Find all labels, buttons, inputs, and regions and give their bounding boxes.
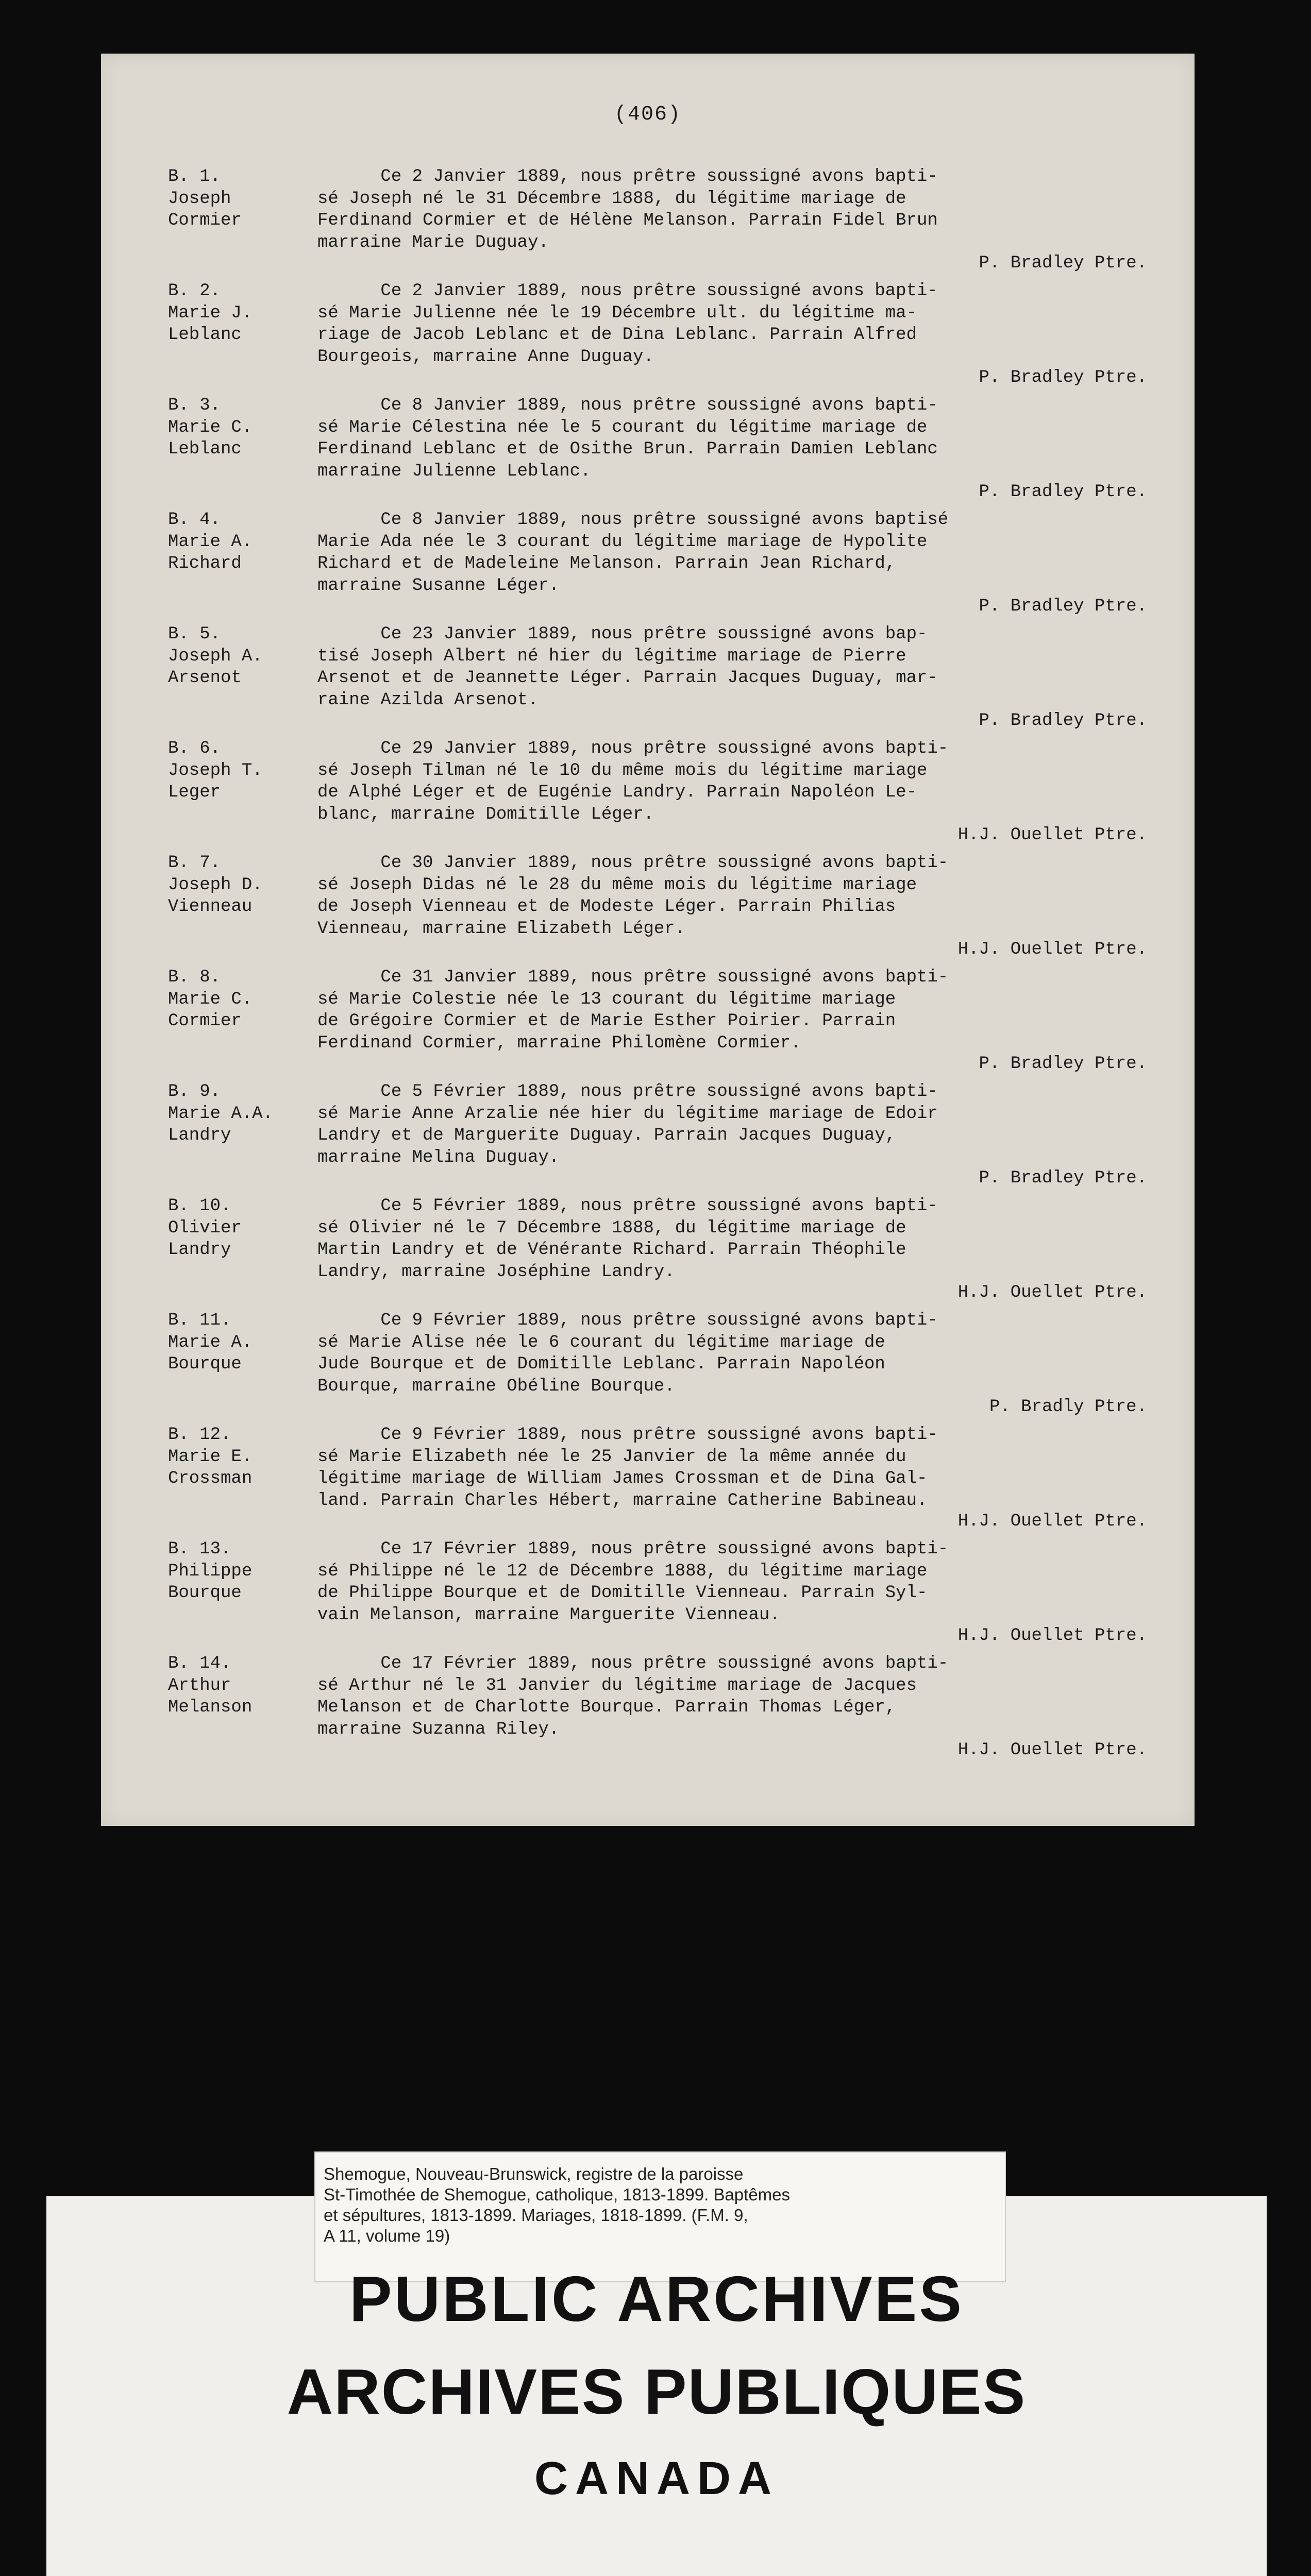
entry-text-line: Jude Bourque et de Domitille Leblanc. Parrain Napoléon [317,1354,885,1374]
entry-margin-note: B. 5. Joseph A. Arsenot [168,624,263,688]
canada-title: CANADA [534,2453,779,2504]
entry-text-line: Ce 30 Janvier 1889, nous prêtre soussigné avons bapti- [317,853,949,873]
entry-text-line: de Philippe Bourque et de Domitille Vienneau. Parrain Syl- [317,1583,928,1603]
entry-text-line: Ce 8 Janvier 1889, nous prêtre soussigné avons bapti- [317,396,938,415]
entry-text-line: Vienneau, marraine Elizabeth Léger. [317,919,686,939]
entry-text-line: marraine Susanne Léger. [317,575,560,596]
baptism-entry [168,1424,1157,1538]
entry-text-line: tisé Joseph Albert né hier du légitime mariage de Pierre [317,646,906,666]
entry-text-line: Martin Landry et de Vénérante Richard. Parrain Théophile [317,1240,906,1260]
source-label-line: Shemogue, Nouveau-Brunswick, registre de la paroisse [324,2164,744,2183]
priest-signature: P. Bradly Ptre. [989,1397,1147,1417]
source-label-line: et sépultures, 1813-1899. Mariages, 1818-1899. (F.M. 9, [324,2206,748,2225]
entry-text-line: Ferdinand Cormier, marraine Philomène Cormier. [317,1033,801,1053]
entry-text-line: Ce 5 Février 1889, nous prêtre soussigné avons bapti- [317,1196,938,1216]
entry-text-line: sé Marie Alise née le 6 courant du légitime mariage de [317,1332,885,1352]
baptism-entry [168,738,1157,852]
entry-margin-note: B. 3. Marie C. Leblanc [168,396,253,459]
entry-body [317,1195,1152,1283]
priest-signature: H.J. Ouellet Ptre. [957,1740,1147,1760]
entry-body [317,166,1152,253]
entry-margin-note: B. 2. Marie J. Leblanc [168,281,253,345]
baptism-entry [168,1310,1157,1424]
baptism-entries [168,166,1157,1767]
entry-body [317,1653,1152,1740]
entry-body [317,1538,1152,1626]
entry-text-line: Ce 31 Janvier 1889, nous prêtre soussigné avons bapti- [317,968,949,987]
entry-text-line: marraine Melina Duguay. [317,1147,560,1167]
entry-margin-note: B. 9. Marie A.A. Landry [168,1082,274,1145]
entry-text-line: Ce 23 Janvier 1889, nous prêtre soussigné avons bap- [317,624,928,644]
priest-signature: H.J. Ouellet Ptre. [957,940,1147,959]
entry-body [317,280,1152,368]
entry-text-line: Ce 9 Février 1889, nous prêtre soussigné avons bapti- [317,1425,938,1445]
entry-text-line: marraine Suzanna Riley. [317,1719,560,1739]
source-label-line: St-Timothée de Shemogue, catholique, 1813-1899. Baptêmes [324,2185,791,2204]
entry-text-line: blanc, marraine Domitille Léger. [317,804,654,824]
entry-text-line: Ce 9 Février 1889, nous prêtre soussigné avons bapti- [317,1311,938,1330]
entry-text-line: de Grégoire Cormier et de Marie Esther Poirier. Parrain [317,1011,896,1031]
priest-signature: H.J. Ouellet Ptre. [957,825,1147,845]
entry-margin-note: B. 13. Philippe Bourque [168,1539,253,1603]
entry-margin-note: B. 6. Joseph T. Leger [168,739,263,802]
entry-text-line: sé Arthur né le 31 Janvier du légitime mariage de Jacques [317,1675,917,1696]
entry-text-line: riage de Jacob Leblanc et de Dina Leblanc. Parrain Alfred [317,325,917,345]
entry-text-line: vain Melanson, marraine Marguerite Vienneau. [317,1605,780,1625]
entry-text-line: Ferdinand Cormier et de Hélène Melanson. Parrain Fidel Brun [317,211,938,230]
entry-margin-note: B. 1. Joseph Cormier [168,167,242,230]
entry-text-line: sé Marie Elizabeth née le 25 Janvier de la même année du [317,1447,906,1467]
entry-body [317,967,1152,1054]
priest-signature: P. Bradley Ptre. [979,253,1147,273]
entry-text-line: Ce 8 Janvier 1889, nous prêtre soussigné avons baptisé [317,510,949,530]
entry-text-line: sé Marie Célestina née le 5 courant du légitime mariage de [317,417,928,437]
baptism-entry [168,1081,1157,1195]
entry-text-line: sé Olivier né le 7 Décembre 1888, du légitime mariage de [317,1218,906,1238]
entry-body [317,852,1152,940]
baptism-entry [168,1653,1157,1767]
entry-text-line: Richard et de Madeleine Melanson. Parrain Jean Richard, [317,554,896,573]
entry-text-line: Ferdinand Leblanc et de Osithe Brun. Parrain Damien Leblanc [317,439,938,459]
entry-text-line: Bourque, marraine Obéline Bourque. [317,1376,675,1396]
entry-margin-note: B. 4. Marie A. Richard [168,510,253,573]
entry-margin-note: B. 7. Joseph D. Vienneau [168,853,263,917]
entry-text-line: Ce 17 Février 1889, nous prêtre soussigné avons bapti- [317,1539,949,1559]
entry-margin-note: B. 8. Marie C. Cormier [168,968,253,1031]
entry-margin-note: B. 10. Olivier Landry [168,1196,242,1260]
entry-text-line: Ce 17 Février 1889, nous prêtre soussigné avons bapti- [317,1654,949,1673]
baptism-entry [168,280,1157,395]
entry-body [317,1424,1152,1512]
baptism-entry [168,509,1157,623]
entry-body [317,509,1152,597]
entry-text-line: land. Parrain Charles Hébert, marraine Catherine Babineau. [317,1490,928,1511]
entry-text-line: de Joseph Vienneau et de Modeste Léger. Parrain Philias [317,897,896,917]
entry-text-line: sé Philippe né le 12 de Décembre 1888, du légitime mariage [317,1561,928,1581]
entry-text-line: sé Marie Anne Arzalie née hier du légitime mariage de Edoir [317,1104,938,1124]
entry-text-line: Ce 5 Février 1889, nous prêtre soussigné avons bapti- [317,1082,938,1101]
entry-text-line: Arsenot et de Jeannette Léger. Parrain Jacques Duguay, mar- [317,668,938,688]
baptism-entry [168,1195,1157,1310]
archives-publiques-title: ARCHIVES PUBLIQUES [287,2357,1027,2428]
entry-text-line: sé Joseph Tilman né le 10 du même mois du légitime mariage [317,760,928,781]
entry-body [317,1310,1152,1397]
entry-text-line: Ce 29 Janvier 1889, nous prêtre soussigné avons bapti- [317,739,949,758]
priest-signature: P. Bradley Ptre. [979,1054,1147,1074]
entry-text-line: Marie Ada née le 3 courant du légitime mariage de Hypolite [317,532,928,552]
entry-margin-note: B. 12. Marie E. Crossman [168,1425,253,1488]
entry-text-line: Landry, marraine Joséphine Landry. [317,1262,675,1282]
baptism-entry [168,1538,1157,1653]
entry-text-line: sé Joseph né le 31 Décembre 1888, du légitime mariage de [317,189,906,209]
source-label-line: A 11, volume 19) [324,2226,450,2245]
entry-text-line: sé Marie Julienne née le 19 Décembre ult. du légitime ma- [317,303,917,323]
baptism-entry [168,623,1157,738]
entry-text-line: de Alphé Léger et de Eugénie Landry. Parrain Napoléon Le- [317,783,917,802]
entry-text-line: légitime mariage de William James Crossman et de Dina Gal- [317,1469,928,1488]
entry-margin-note: B. 14. Arthur Melanson [168,1654,253,1717]
entry-text-line: Ce 2 Janvier 1889, nous prêtre soussigné avons bapti- [317,281,938,301]
baptism-entry [168,967,1157,1081]
priest-signature: P. Bradley Ptre. [979,482,1147,502]
entry-text-line: marraine Julienne Leblanc. [317,461,591,481]
register-page [101,54,1195,1826]
entry-body [317,738,1152,825]
entry-body [317,623,1152,711]
priest-signature: H.J. Ouellet Ptre. [957,1283,1147,1302]
entry-body [317,1081,1152,1168]
entry-text-line: Melanson et de Charlotte Bourque. Parrain Thomas Léger, [317,1698,896,1717]
entry-margin-note: B. 11. Marie A. Bourque [168,1311,253,1374]
priest-signature: H.J. Ouellet Ptre. [957,1512,1147,1531]
baptism-entry [168,395,1157,509]
entry-text-line: Landry et de Marguerite Duguay. Parrain Jacques Duguay, [317,1126,896,1145]
priest-signature: P. Bradley Ptre. [979,597,1147,616]
priest-signature: P. Bradley Ptre. [979,1168,1147,1188]
page-number: (406) [614,103,682,126]
baptism-entry [168,852,1157,967]
public-archives-title: PUBLIC ARCHIVES [349,2264,964,2335]
entry-text-line: Ce 2 Janvier 1889, nous prêtre soussigné avons bapti- [317,167,938,187]
entry-body [317,395,1152,482]
entry-text-line: sé Joseph Didas né le 28 du même mois du légitime mariage [317,875,917,895]
entry-text-line: sé Marie Colestie née le 13 courant du légitime mariage [317,989,896,1009]
priest-signature: P. Bradley Ptre. [979,368,1147,387]
priest-signature: P. Bradley Ptre. [979,711,1147,731]
entry-text-line: marraine Marie Duguay. [317,232,549,252]
priest-signature: H.J. Ouellet Ptre. [957,1626,1147,1646]
baptism-entry [168,166,1157,280]
entry-text-line: Bourgeois, marraine Anne Duguay. [317,347,654,367]
entry-text-line: raine Azilda Arsenot. [317,690,539,710]
